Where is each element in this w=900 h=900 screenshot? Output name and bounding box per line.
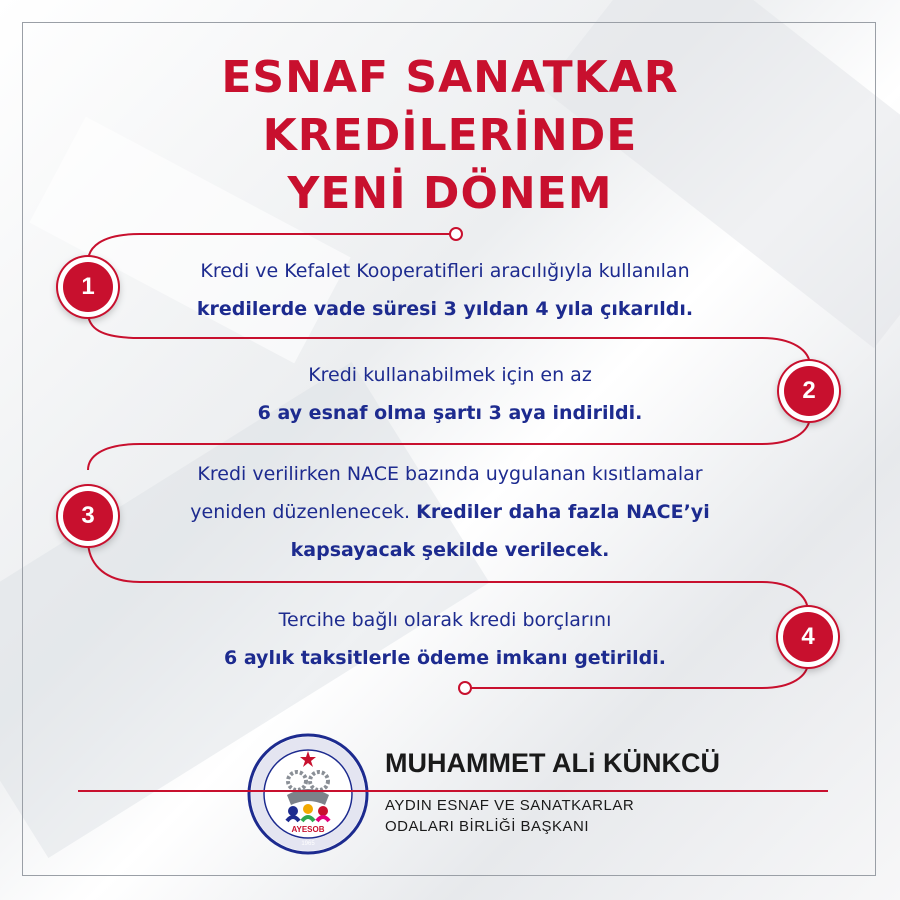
item-2-line-1: Kredi kullanabilmek için en az <box>308 364 592 386</box>
step-badge-2: 2 <box>784 366 834 416</box>
step-badge-1: 1 <box>63 262 113 312</box>
signatory-role-line-1: AYDIN ESNAF VE SANATKARLAR <box>385 797 635 814</box>
title-line-3: YENİ DÖNEM <box>287 168 613 219</box>
title-line-2: KREDİLERİNDE <box>262 110 638 161</box>
item-4-line-1: Tercihe bağlı olarak kredi borçlarını <box>278 609 612 631</box>
item-3-line-2-bold: Krediler daha fazla NACE’yi <box>416 501 710 523</box>
item-3-line-1: Kredi verilirken NACE bazında uygulanan kısıtlamalar <box>197 463 703 485</box>
signatory-role-line-2: ODALARI BİRLİĞİ BAŞKANI <box>385 818 590 835</box>
item-1-line-2: kredilerde vade süresi 3 yıldan 4 yıla çıkarıldı. <box>196 298 694 320</box>
item-2-line-2: 6 ay esnaf olma şartı 3 aya indirildi. <box>257 402 643 424</box>
item-3-line-2 <box>130 493 770 531</box>
ayesob-logo <box>247 733 369 855</box>
item-4-text <box>140 601 750 677</box>
item-3-line-3: kapsayacak şekilde verilecek. <box>290 539 610 561</box>
item-1-text <box>140 252 750 328</box>
step-badge-4: 4 <box>783 612 833 662</box>
item-3-line-2-regular: yeniden düzenlenecek. <box>190 501 411 523</box>
step-badge-3: 3 <box>63 491 113 541</box>
signature-divider <box>78 790 828 792</box>
title-line-1: ESNAF SANATKAR <box>221 52 679 103</box>
logo-year: 1965 <box>301 841 315 847</box>
logo-abbr: AYESOB <box>291 825 325 834</box>
item-4-line-2: 6 aylık taksitlerle ödeme imkanı getirildi. <box>223 647 667 669</box>
item-3-text <box>130 455 770 569</box>
item-1-line-1: Kredi ve Kefalet Kooperatifleri aracılığıyla kullanılan <box>200 260 690 282</box>
item-2-text <box>140 356 760 432</box>
signatory-name: MUHAMMET ALi KÜNKCÜ <box>385 748 720 778</box>
